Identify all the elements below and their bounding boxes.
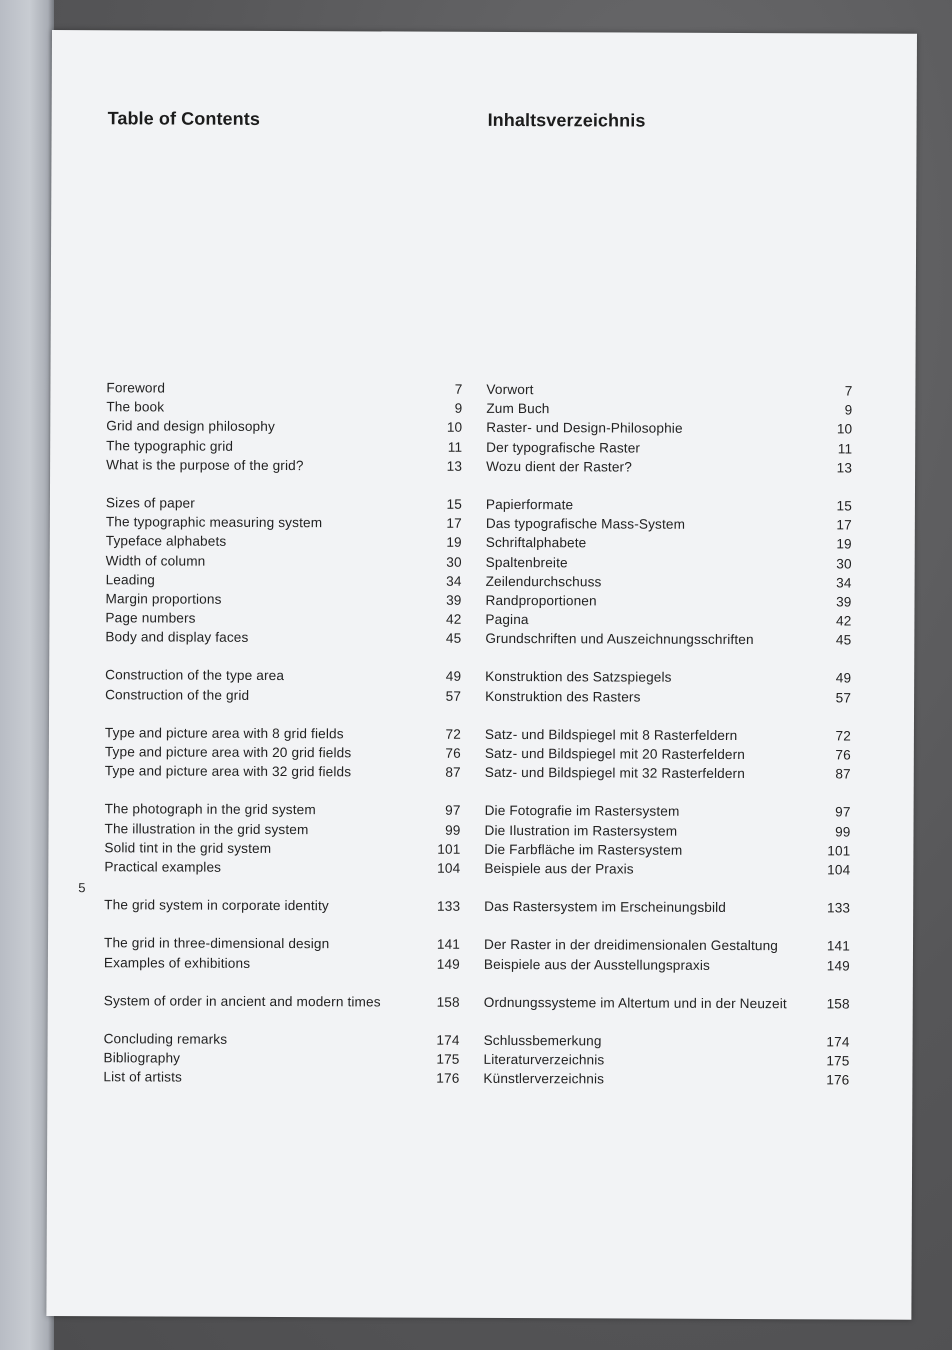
- toc-entry-title: Literaturverzeichnis: [483, 1051, 605, 1068]
- toc-entry-page: 97: [445, 803, 461, 819]
- toc-entry-page: 76: [445, 745, 461, 761]
- toc-entry: [486, 401, 852, 422]
- toc-entry-page: 10: [446, 420, 463, 436]
- toc-entry-title: Satz- und Bildspiegel mit 32 Rasterfeldern: [484, 765, 745, 782]
- toc-entry-page: 101: [827, 843, 851, 859]
- toc-entry-title: Margin proportions: [105, 591, 222, 607]
- toc-entry-page: 30: [446, 554, 462, 570]
- toc-entry-title: Examples of exhibitions: [103, 954, 251, 971]
- toc-section: [485, 727, 851, 786]
- toc-entry: [486, 554, 852, 575]
- toc-entry-title: System of order in ancient and modern times: [103, 992, 381, 1010]
- toc-entry: [106, 514, 462, 535]
- toc-entry-page: 176: [436, 1070, 460, 1087]
- toc-entry-title: Das Rastersystem im Erscheinungsbild: [484, 899, 727, 916]
- toc-entry-title: Schriftalphabete: [485, 535, 587, 551]
- toc-entry: [483, 1071, 849, 1092]
- toc-section: [103, 1031, 459, 1090]
- toc-entry: [106, 419, 462, 440]
- toc-section: [484, 995, 850, 1016]
- toc-entry: [486, 574, 852, 595]
- toc-entry-title: Randproportionen: [485, 592, 597, 609]
- toc-entry: [104, 859, 460, 880]
- toc-entry: [105, 802, 461, 823]
- toc-entry-title: Leading: [105, 571, 156, 588]
- toc-entry-title: Papierformate: [485, 496, 574, 513]
- toc-entry: [484, 861, 850, 882]
- toc-entry: [485, 689, 851, 710]
- toc-entry: [105, 687, 461, 708]
- toc-entry-title: Type and picture area with 20 grid fields: [104, 744, 352, 761]
- toc-entry: [486, 535, 852, 556]
- toc-entry-title: Construction of the type area: [105, 667, 285, 684]
- toc-entry: [484, 1033, 850, 1054]
- toc-entry-title: Page numbers: [105, 610, 196, 626]
- toc-entry: [103, 1050, 459, 1071]
- toc-entry-page: 10: [836, 421, 853, 437]
- toc-section: [484, 803, 850, 881]
- toc-entry-page: 174: [436, 1032, 460, 1048]
- toc-entry: [106, 553, 462, 574]
- toc-list-german: [483, 382, 852, 1111]
- toc-entry-title: Width of column: [105, 552, 206, 569]
- toc-entry-title: List of artists: [103, 1069, 183, 1085]
- toc-entry-page: 19: [836, 536, 852, 552]
- toc-column-german: [483, 32, 854, 1088]
- toc-entry: [106, 572, 462, 593]
- toc-entry: [105, 763, 461, 784]
- toc-entry: [105, 610, 461, 631]
- toc-entry-title: What is the purpose of the grid?: [106, 456, 304, 473]
- toc-entry-page: 45: [835, 632, 852, 648]
- toc-entry-page: 9: [454, 400, 463, 416]
- toc-section: [484, 899, 850, 920]
- toc-entry-title: The grid system in corporate identity: [104, 897, 329, 914]
- toc-entry: [486, 420, 852, 441]
- toc-entry-page: 175: [436, 1051, 460, 1067]
- toc-entry-page: 42: [835, 613, 852, 629]
- toc-entry: [484, 899, 850, 920]
- toc-entry-page: 19: [446, 535, 462, 551]
- toc-entry-title: Beispiele aus der Ausstellungspraxis: [483, 956, 711, 973]
- toc-entry-page: 99: [445, 822, 461, 838]
- toc-entry-page: 45: [445, 630, 462, 647]
- toc-entry-page: 7: [844, 383, 853, 399]
- toc-entry: [485, 631, 851, 652]
- toc-entry: [484, 822, 850, 843]
- toc-entry: [104, 1031, 460, 1052]
- toc-entry-title: Ordnungssysteme im Altertum und in der Neuzeit: [483, 994, 787, 1011]
- toc-entry-title: Die Ilustration im Rastersystem: [484, 822, 678, 839]
- toc-entry: [484, 956, 850, 977]
- toc-entry-title: Das typografische Mass-System: [485, 516, 686, 532]
- toc-entry-title: Body and display faces: [105, 629, 249, 646]
- toc-entry-title: Künstlerverzeichnis: [483, 1071, 605, 1087]
- toc-entry-page: 104: [827, 862, 851, 878]
- toc-entry: [106, 438, 462, 459]
- book-page: [46, 30, 917, 1320]
- toc-entry: [105, 744, 461, 765]
- toc-section: [486, 382, 852, 480]
- toc-entry: [486, 516, 852, 537]
- toc-entry-title: Construction of the grid: [105, 686, 250, 703]
- toc-section: [483, 1033, 849, 1092]
- toc-entry-title: Foreword: [106, 380, 166, 396]
- toc-section: [104, 897, 460, 918]
- toc-entry: [485, 746, 851, 767]
- toc-entry-title: Spaltenbreite: [485, 554, 568, 570]
- toc-entry: [104, 821, 460, 842]
- toc-entry: [105, 629, 461, 650]
- toc-entry-title: Der Raster in der dreidimensionalen Gestaltung: [483, 937, 779, 954]
- toc-entry-title: Concluding remarks: [103, 1031, 228, 1047]
- toc-entry-title: Satz- und Bildspiegel mit 20 Rasterfeldern: [484, 745, 746, 763]
- left-page-edge: [0, 0, 54, 1350]
- toc-entry-page: 158: [436, 994, 460, 1010]
- toc-entry: [104, 897, 460, 918]
- toc-entry-page: 99: [835, 823, 851, 840]
- toc-entry-page: 17: [836, 517, 852, 533]
- toc-entry: [104, 840, 460, 861]
- toc-entry-title: Zum Buch: [486, 401, 550, 417]
- toc-entry-page: 133: [437, 898, 461, 914]
- toc-entry-title: The typographic grid: [106, 437, 234, 454]
- toc-entry-page: 141: [436, 937, 461, 953]
- toc-entry-title: Raster- und Design-Philosophie: [486, 420, 683, 437]
- toc-entry: [105, 725, 461, 746]
- toc-entry-title: Typeface alphabets: [105, 533, 227, 550]
- toc-entry: [104, 993, 460, 1014]
- toc-entry: [485, 765, 851, 786]
- toc-section: [105, 725, 461, 784]
- toc-heading-english: Table of Contents: [107, 108, 261, 129]
- toc-entry-page: 57: [445, 688, 462, 704]
- toc-entry-title: Grid and design philosophy: [106, 418, 275, 435]
- toc-list-english: [103, 380, 462, 1109]
- toc-entry: [105, 591, 461, 612]
- toc-section: [484, 937, 850, 977]
- toc-entry: [485, 669, 851, 690]
- toc-entry: [105, 668, 461, 689]
- toc-entry-page: 17: [446, 515, 462, 531]
- toc-entry-page: 87: [445, 764, 461, 780]
- toc-entry-title: Der typografische Raster: [486, 439, 641, 456]
- toc-entry-page: 76: [835, 747, 851, 763]
- toc-entry-page: 158: [826, 996, 850, 1012]
- toc-entry-page: 13: [446, 458, 463, 474]
- toc-entry-page: 72: [445, 726, 461, 742]
- toc-entry-title: Konstruktion des Satzspiegels: [485, 669, 672, 686]
- toc-entry-page: 9: [844, 402, 853, 418]
- toc-section: [485, 497, 852, 652]
- toc-entry: [106, 380, 462, 401]
- toc-entry-page: 57: [835, 690, 852, 706]
- toc-entry-title: Wozu dient der Raster?: [486, 458, 632, 475]
- toc-entry-title: Vorwort: [486, 381, 534, 398]
- toc-entry: [106, 534, 462, 555]
- toc-entry-title: Schlussbemerkung: [483, 1032, 602, 1049]
- toc-section: [105, 668, 461, 708]
- toc-entry: [485, 727, 851, 748]
- toc-section: [106, 380, 462, 477]
- toc-entry: [484, 995, 850, 1016]
- toc-entry: [485, 612, 851, 633]
- toc-entry-page: 133: [827, 900, 851, 916]
- toc-entry-page: 13: [836, 460, 853, 476]
- toc-entry-title: Type and picture area with 8 grid fields: [104, 725, 344, 742]
- toc-entry: [103, 1069, 459, 1090]
- toc-entry: [106, 457, 462, 478]
- toc-entry-title: Satz- und Bildspiegel mit 8 Rasterfeldern: [484, 726, 738, 743]
- toc-entry: [484, 842, 850, 863]
- toc-entry-page: 15: [836, 498, 852, 514]
- toc-entry-title: Konstruktion des Rasters: [485, 688, 641, 705]
- toc-entry-title: Solid tint in the grid system: [104, 839, 272, 856]
- toc-entry: [486, 439, 852, 460]
- toc-entry: [106, 495, 462, 516]
- toc-entry: [104, 936, 460, 957]
- toc-entry-page: 49: [835, 670, 852, 686]
- toc-section: [104, 802, 460, 880]
- toc-entry: [485, 803, 851, 824]
- toc-entry: [483, 1052, 849, 1073]
- toc-entry-title: Beispiele aus der Praxis: [484, 860, 634, 877]
- toc-entry-page: 72: [835, 728, 851, 744]
- toc-section: [104, 936, 460, 976]
- toc-section: [104, 993, 460, 1014]
- toc-entry-title: Die Farbfläche im Rastersystem: [484, 841, 683, 858]
- toc-entry-page: 42: [445, 611, 462, 627]
- toc-entry-title: The photograph in the grid system: [104, 801, 316, 818]
- toc-entry-page: 104: [437, 860, 461, 876]
- toc-entry-page: 34: [446, 573, 462, 589]
- toc-entry-page: 149: [826, 957, 850, 973]
- toc-entry-page: 11: [447, 439, 463, 455]
- toc-entry-page: 39: [836, 594, 852, 610]
- toc-entry-page: 49: [445, 669, 462, 685]
- toc-entry-title: The illustration in the grid system: [104, 820, 309, 837]
- page-number: 5: [78, 880, 86, 896]
- toc-entry-page: 141: [826, 938, 851, 954]
- toc-entry-page: 149: [436, 956, 460, 972]
- toc-column-english: [103, 30, 464, 1087]
- toc-entry-title: Zeilendurchschuss: [485, 573, 602, 590]
- toc-entry-title: The book: [106, 399, 165, 415]
- toc-entry-title: Pagina: [485, 611, 529, 628]
- toc-entry-page: 175: [826, 1053, 850, 1069]
- toc-entry-page: 97: [835, 804, 851, 820]
- toc-entry: [486, 459, 852, 480]
- toc-entry-title: The typographic measuring system: [105, 514, 323, 531]
- toc-entry-page: 174: [826, 1034, 850, 1050]
- toc-section: [105, 495, 462, 650]
- toc-entry-page: 101: [437, 841, 461, 857]
- toc-entry: [485, 593, 851, 614]
- toc-entry: [486, 382, 852, 403]
- toc-entry-page: 30: [836, 555, 852, 571]
- toc-entry: [106, 399, 462, 420]
- toc-entry-page: 39: [446, 592, 462, 608]
- toc-entry: [104, 955, 460, 976]
- toc-heading-german: Inhaltsverzeichnis: [487, 109, 646, 131]
- toc-entry-title: Bibliography: [103, 1050, 181, 1066]
- toc-section: [485, 669, 851, 709]
- toc-entry-title: Sizes of paper: [105, 495, 195, 511]
- toc-entry-page: 11: [837, 440, 853, 457]
- toc-entry: [486, 497, 852, 518]
- toc-entry-title: Practical examples: [104, 859, 222, 875]
- toc-entry-title: The grid in three-dimensional design: [103, 935, 330, 952]
- toc-entry-title: Type and picture area with 32 grid fields: [104, 763, 352, 780]
- toc-entry-page: 176: [826, 1072, 850, 1088]
- toc-entry-page: 87: [835, 766, 851, 782]
- toc-entry-page: 34: [836, 575, 852, 591]
- toc-entry: [484, 937, 850, 958]
- toc-entry-title: Grundschriften und Auszeichnungsschriften: [485, 631, 754, 648]
- toc-entry-page: 15: [446, 496, 462, 512]
- toc-entry-title: Die Fotografie im Rastersystem: [484, 803, 680, 820]
- toc-entry-page: 7: [454, 381, 463, 397]
